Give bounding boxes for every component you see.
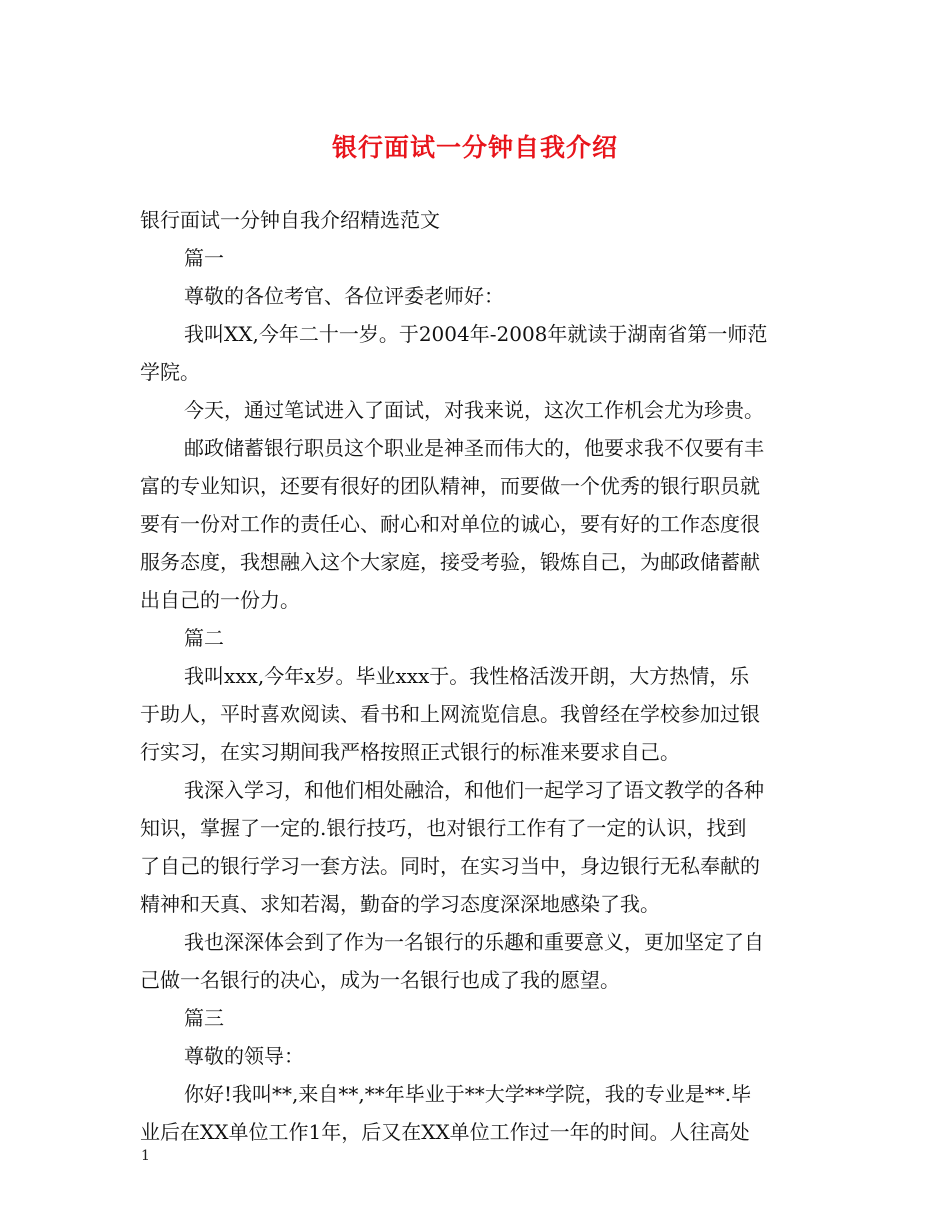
paragraph-line: 我叫XX,今年二十一岁。于2004年-2008年就读于湖南省第一师范	[184, 322, 768, 346]
paragraph-line: 富的专业知识，还要有很好的团队精神，而要做一个优秀的银行职员就	[140, 474, 760, 498]
paragraph-line: 我深入学习，和他们相处融洽，和他们一起学习了语文教学的各种	[184, 778, 764, 802]
paragraph-line: 尊敬的领导：	[184, 1044, 304, 1068]
section-heading-1: 篇一	[184, 246, 224, 270]
paragraph-line: 你好!我叫**,来自**,**年毕业于**大学**学院，我的专业是**.毕	[184, 1082, 752, 1106]
paragraph-line: 业后在XX单位工作1年，后又在XX单位工作过一年的时间。人往高处	[140, 1120, 750, 1144]
paragraph-line: 我也深深体会到了作为一名银行的乐趣和重要意义，更加坚定了自	[184, 930, 764, 954]
paragraph-line: 精神和天真、求知若渴，勤奋的学习态度深深地感染了我。	[140, 892, 660, 916]
paragraph-line: 了自己的银行学习一套方法。同时，在实习当中，身边银行无私奉献的	[140, 854, 760, 878]
paragraph-line: 知识，掌握了一定的.银行技巧，也对银行工作有了一定的认识，找到	[140, 816, 747, 840]
paragraph-line: 出自己的一份力。	[140, 588, 300, 612]
document-body	[140, 201, 814, 1151]
page-number: 1	[141, 1148, 150, 1164]
paragraph-line: 邮政储蓄银行职员这个职业是神圣而伟大的，他要求我不仅要有丰	[184, 436, 764, 460]
section-heading-2: 篇二	[184, 626, 224, 650]
paragraph-line: 行实习，在实习期间我严格按照正式银行的标准来要求自己。	[140, 740, 680, 764]
paragraph-line: 要有一份对工作的责任心、耐心和对单位的诚心，要有好的工作态度很	[140, 512, 760, 536]
subtitle-line: 银行面试一分钟自我介绍精选范文	[140, 208, 440, 232]
paragraph-line: 我叫xxx,今年x岁。毕业xxx于。我性格活泼开朗，大方热情，乐	[184, 664, 750, 688]
paragraph-line: 己做一名银行的决心，成为一名银行也成了我的愿望。	[140, 968, 620, 992]
paragraph-line: 于助人，平时喜欢阅读、看书和上网流览信息。我曾经在学校参加过银	[140, 702, 760, 726]
document-title: 银行面试一分钟自我介绍	[331, 133, 618, 162]
paragraph-line: 尊敬的各位考官、各位评委老师好：	[184, 284, 504, 308]
paragraph-line: 学院。	[140, 360, 200, 384]
section-heading-3: 篇三	[184, 1006, 224, 1030]
paragraph-line: 服务态度，我想融入这个大家庭，接受考验，锻炼自己，为邮政储蓄献	[140, 550, 760, 574]
paragraph-line: 今天，通过笔试进入了面试，对我来说，这次工作机会尤为珍贵。	[184, 398, 764, 422]
